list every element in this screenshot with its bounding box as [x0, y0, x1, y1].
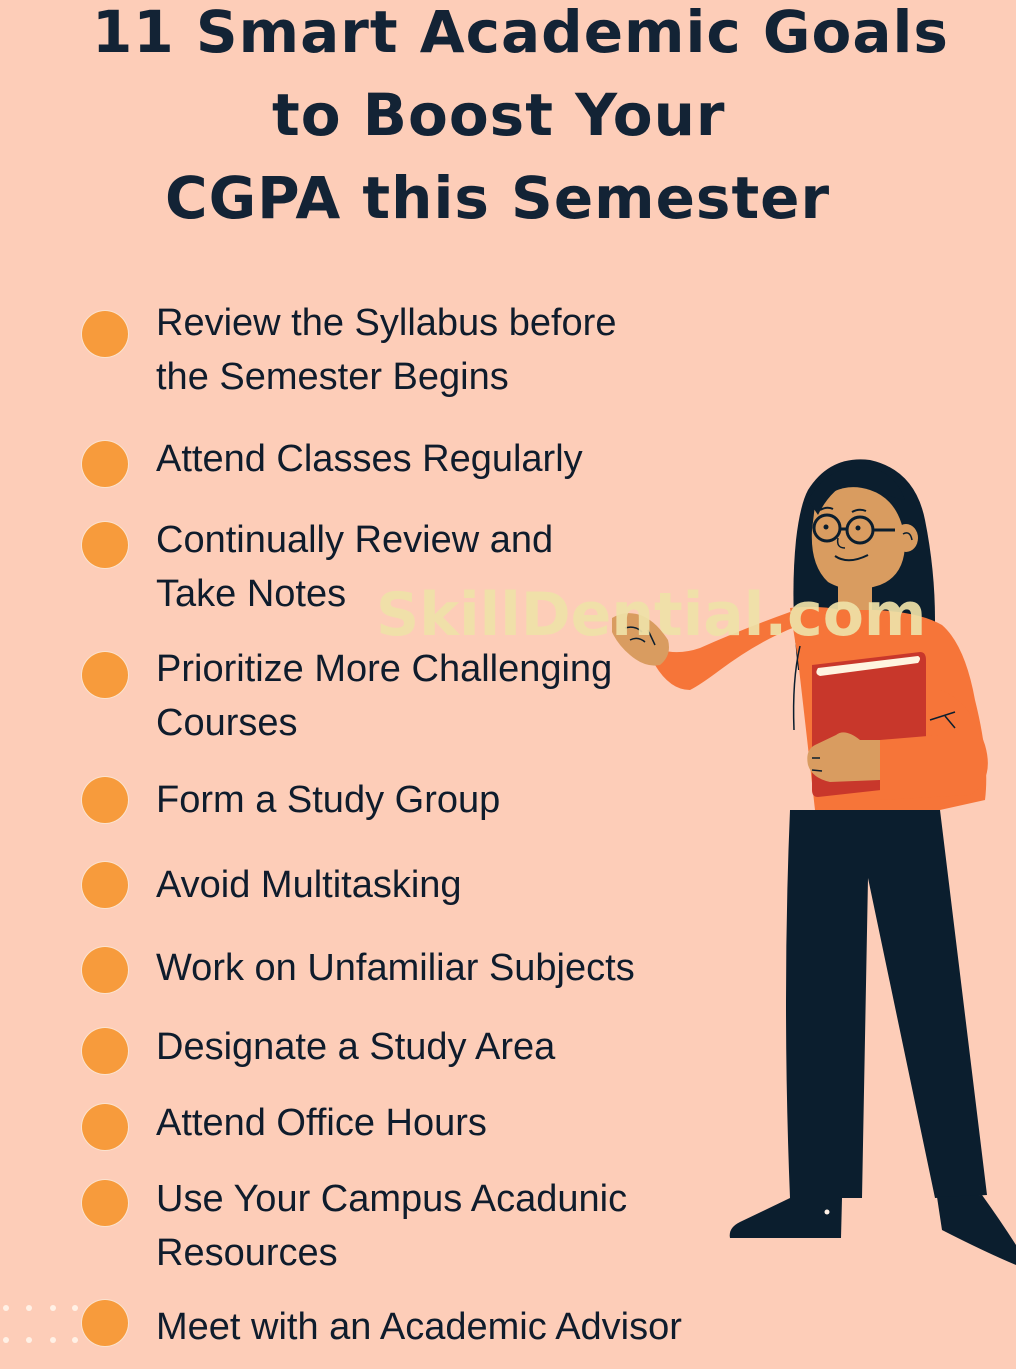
bullet-dot-icon: [82, 862, 128, 908]
bullet-dot-icon: [82, 1300, 128, 1346]
goal-text: Courses: [156, 702, 298, 744]
goal-text: Form a Study Group: [156, 779, 501, 821]
title-line-1: 11 Smart Academic Goals: [92, 0, 949, 66]
bullet-dot-icon: [82, 1104, 128, 1150]
goal-text: Take Notes: [156, 573, 347, 615]
bullet-dot-icon: [82, 441, 128, 487]
goal-text: Resources: [156, 1232, 338, 1274]
title-line-2: to Boost Your: [272, 81, 726, 149]
bullet-dot-icon: [82, 522, 128, 568]
bullet-dot-icon: [82, 311, 128, 357]
bullet-dot-icon: [82, 777, 128, 823]
goal-text: Attend Classes Regularly: [156, 438, 583, 480]
goal-text: Designate a Study Area: [156, 1026, 556, 1068]
teacher-illustration: [590, 440, 1016, 1365]
goal-text: Continually Review and: [156, 519, 554, 561]
goal-text: Review the Syllabus before: [156, 302, 617, 344]
bullet-dot-icon: [82, 1028, 128, 1074]
goal-text: Attend Office Hours: [156, 1102, 487, 1144]
title-line-3: CGPA this Semester: [165, 164, 831, 232]
goal-text: Meet with an Academic Advisor: [156, 1306, 682, 1348]
bullet-dot-icon: [82, 947, 128, 993]
bullet-dot-icon: [82, 652, 128, 698]
goal-text: the Semester Begins: [156, 356, 509, 398]
woman-with-book-icon: [590, 440, 1016, 1365]
decorative-dot-grid: [0, 1300, 80, 1350]
goal-text: Avoid Multitasking: [156, 864, 462, 906]
goal-text: Work on Unfamiliar Subjects: [156, 947, 635, 989]
watermark-text: SkillDential.com: [376, 580, 927, 650]
goal-text: Use Your Campus Acadunic: [156, 1178, 628, 1220]
goal-text: Prioritize More Challenging: [156, 648, 613, 690]
bullet-dot-icon: [82, 1180, 128, 1226]
